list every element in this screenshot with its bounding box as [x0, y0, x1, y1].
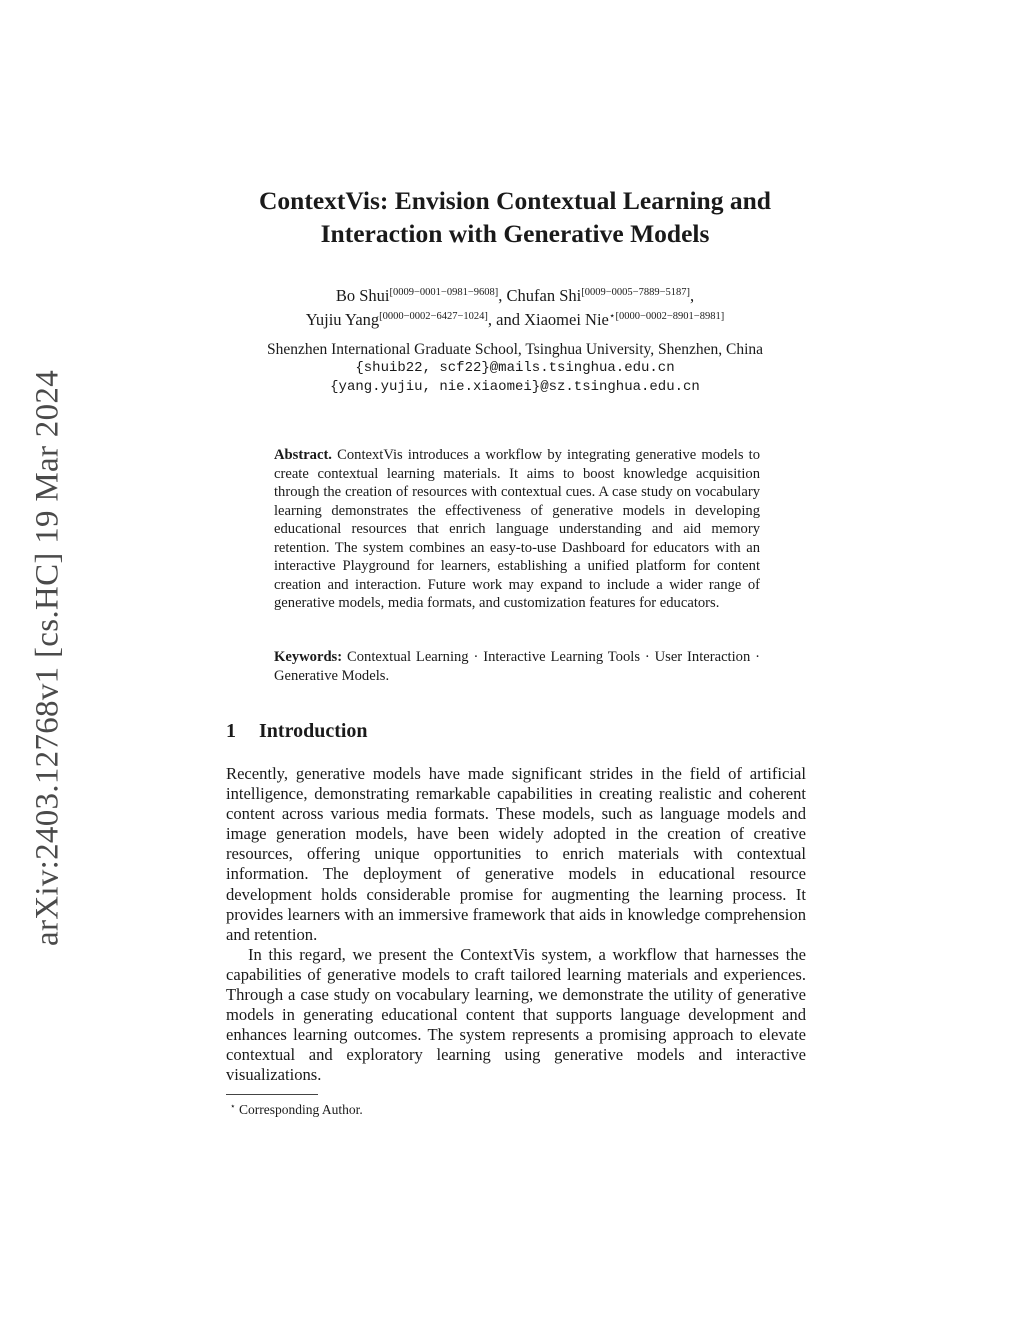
author-line-1 [170, 282, 860, 306]
paragraph-2: In this regard, we present the ContextVis system, a workflow that harnesses the capabilities of generative models to craft tailored learning materials and experiences. Through a case study on vocabulary learning, we demonstrate the utility of generative models in generating educational content that supports language development and enhances learning outcomes. The system represents a promising approach to elevate contextual and exploratory learning using generative models and interactive visualizations. [226, 944, 806, 1085]
author-separator: , and [487, 310, 525, 329]
paragraph-1: Recently, generative models have made significant strides in the field of artificial intelligence, demonstrating remarkable capabilities in creating realistic and coherent content across various media formats. These models, such as language models and image generation models, have been widely adopted in the creation of creative resources, offering unique opportunities to enrich materials with contextual information. The deployment of generative models in educational resource development holds considerable promise for augmenting the learning process. It provides learners with an immersive framework that aids in knowledge comprehension and retention. [226, 764, 806, 944]
abstract-text: ContextVis introduces a workflow by integrating generative models to create contextual learning materials. It aims to boost knowledge acquisition through the creation of resources with contextual cues. A case study on vocabulary learning demonstrates the effectiveness of generative models in developing educational resources that enrich language understanding and aid memory retention. The system combines an easy-to-use Dashboard for educators with an interactive Playground for learners, establishing a unified platform for content creation and interaction. Future work may expand to include a wider range of generative models, media formats, and customization features for educators. [274, 447, 760, 611]
author-line-2 [170, 306, 860, 330]
paper-title [180, 184, 850, 250]
author-name: Chufan Shi [506, 286, 582, 305]
affiliation: Shenzhen International Graduate School, Tsinghua University, Shenzhen, China [266, 341, 764, 358]
arxiv-identifier: arXiv:2403.12768v1 [cs.HC] 19 Mar 2024 [29, 370, 66, 946]
author-name: Xiaomei Nie [524, 310, 609, 329]
keywords-label: Keywords: [274, 649, 343, 665]
footnote-divider [226, 1094, 318, 1095]
keywords-text: Contextual Learning · Interactive Learning Tools · User Interaction · Generative Models. [274, 649, 760, 684]
author-list [170, 282, 860, 330]
title-line-2: Interaction with Generative Models [320, 219, 710, 248]
abstract [274, 446, 760, 613]
orcid-id: [0009−0001−0981−9608] [389, 287, 499, 298]
email-line-2: {yang.yujiu, nie.xiaomei}@sz.tsinghua.edu.cn [330, 379, 700, 395]
keywords [274, 648, 760, 685]
orcid-id: [0009−0005−7889−5187] [581, 287, 691, 298]
introduction-body [226, 764, 806, 1086]
section-title: Introduction [259, 720, 368, 742]
footnote-text: Corresponding Author. [239, 1102, 363, 1117]
author-name: Bo Shui [335, 286, 390, 305]
email-line-1: {shuib22, scf22}@mails.tsinghua.edu.cn [355, 360, 675, 376]
footnote-mark: ⋆ [230, 1101, 236, 1111]
arxiv-sidebar [18, 348, 78, 968]
footnote [226, 1098, 806, 1118]
author-separator: , [498, 286, 507, 305]
abstract-label: Abstract. [274, 447, 332, 463]
affiliation-block [170, 340, 860, 397]
title-line-1: ContextVis: Envision Contextual Learning and [259, 186, 771, 215]
section-heading [226, 718, 806, 744]
section-number: 1 [226, 720, 236, 742]
author-separator: , [690, 286, 695, 305]
author-name: Yujiu Yang [305, 310, 380, 329]
orcid-id: [0000−0002−6427−1024] [379, 311, 488, 322]
orcid-id: ⋆[0000−0002−8901−8981] [608, 311, 725, 322]
